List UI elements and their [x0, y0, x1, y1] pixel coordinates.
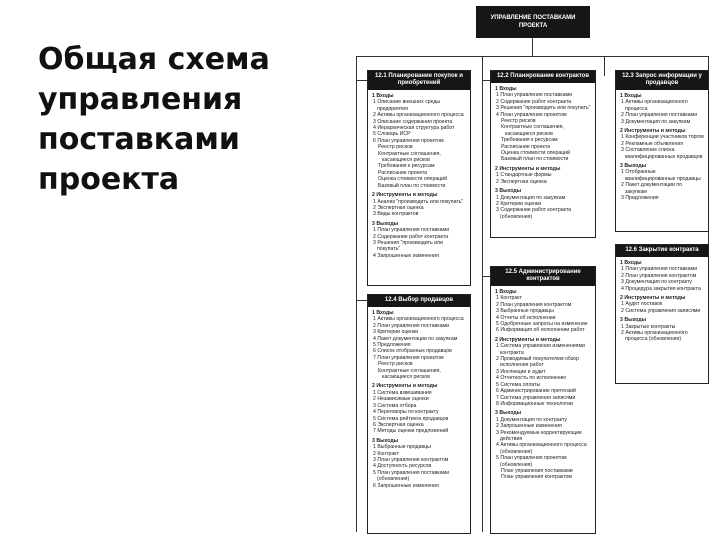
section-item: 6 Экспертная оценка: [373, 421, 424, 428]
section-title: 1 Входы: [620, 93, 642, 99]
section-item: 2 План управления поставками: [373, 322, 449, 329]
section-item: 2 Содержание работ контракта: [496, 98, 572, 105]
process-section: [495, 289, 591, 334]
section-item: Требования к ресурсам: [501, 137, 558, 144]
connector-line: [482, 276, 490, 277]
connector-line: [532, 38, 533, 56]
section-item: Расписание проекта: [501, 143, 551, 150]
connector-line: [356, 56, 708, 57]
section-item: 1 Отобранные квалифицированные продавцы: [621, 169, 701, 182]
section-item: 2 Экспертная оценка: [496, 178, 547, 185]
process-body: [368, 90, 470, 265]
section-item: 3 Решения "производить или покупать": [496, 105, 591, 112]
section-item: 5 Предложения: [373, 342, 411, 349]
section-item: 4 Запрошенные изменения: [373, 252, 439, 259]
connector-line: [482, 56, 483, 532]
section-item: 4 Отчеты об исполнении: [496, 314, 556, 321]
process-body: [491, 286, 595, 487]
process-section: [372, 192, 466, 218]
section-item: 2 Содержание работ контракта: [373, 233, 449, 240]
section-item: Расписание проекта: [378, 169, 428, 176]
process-box-12-3: [615, 70, 709, 232]
section-title: 2 Инструменты и методы: [620, 128, 686, 135]
section-item: 4 Активы организационного процесса (обновления): [496, 442, 587, 455]
section-item: 4 План управления проектом: [496, 111, 567, 118]
process-section: [620, 295, 704, 314]
section-title: 3 Выходы: [495, 188, 522, 195]
section-item: 1 Контракт: [496, 295, 522, 302]
slide-title-line: управления: [38, 82, 243, 117]
connector-line: [482, 80, 490, 81]
process-section: [372, 383, 466, 434]
section-item: 2 Контракт: [373, 450, 399, 457]
section-item: 5 Словарь ИСР: [373, 131, 411, 138]
section-item: 1 Активы организационного процесса: [373, 316, 464, 323]
section-item: 6 Информация об исполнении работ: [496, 327, 585, 334]
section-item: 2 План управления контрактом: [621, 272, 697, 279]
section-item: 1 Выбранные продавцы: [373, 444, 431, 451]
section-item: 1 Анализ "производить или покупать": [373, 198, 464, 205]
section-item: Оценка стоимости операций: [501, 150, 570, 157]
section-item: 8 Информационные технологии: [496, 400, 573, 407]
section-item: 3 План управления контрактом: [373, 456, 449, 463]
section-item: 2 Запрошенные изменения: [496, 423, 562, 430]
section-title: 2 Инструменты и методы: [372, 383, 438, 390]
section-item: 2 Активы организационного процесса: [373, 112, 464, 119]
section-item: 5 Система оплаты: [496, 381, 541, 388]
root-label: УПРАВЛЕНИЕ ПОСТАВКАМИ ПРОЕКТА: [490, 15, 576, 29]
process-section: [620, 93, 704, 125]
section-item: Контрактные соглашения, касающиеся рисков: [501, 124, 564, 137]
section-item: 1 Закрытые контракты: [621, 323, 676, 330]
section-item: 5 План управления поставками (обновления): [373, 469, 449, 483]
section-item: Базовый план по стоимости: [501, 156, 569, 163]
section-item: 2 Активы организационного процесса (обновления): [621, 330, 688, 343]
section-item: 3 Рекомендуемые корректирующие действия: [496, 429, 582, 442]
process-section: [620, 317, 704, 343]
section-item: 5 План управления проектом (обновления): [496, 455, 567, 468]
process-box-12-1: [367, 70, 471, 286]
section-item: 4 Отчетность по исполнению: [496, 375, 567, 382]
process-section: [620, 260, 704, 292]
process-title: 12.1 Планирование покупок и приобретений: [368, 71, 470, 90]
section-item: 3 Документация по закупкам: [621, 118, 691, 125]
section-title: 1 Входы: [372, 310, 394, 316]
section-title: 1 Входы: [495, 289, 517, 295]
process-section: [495, 188, 591, 220]
section-item: 4 Переговоры по контракту: [373, 409, 439, 416]
section-item: 3 Документация по контракту: [621, 279, 692, 286]
process-title: 12.6 Закрытие контракта: [616, 245, 708, 257]
section-item: Контрактные соглашения, касающиеся рисков: [378, 367, 441, 381]
process-title: 12.2 Планирование контрактов: [491, 71, 595, 83]
section-item: 1 Документация по закупкам: [496, 194, 566, 201]
process-box-12-4: [367, 294, 471, 534]
section-item: 3 Составление списка квалифицированных продавцов: [621, 147, 703, 160]
section-item: 2 Проводимый покупателем обзор исполнения работ: [496, 356, 579, 369]
section-item: 2 Экспертная оценка: [373, 204, 424, 211]
section-title: 3 Выходы: [372, 437, 399, 444]
process-body: [491, 83, 595, 226]
process-body: [616, 90, 708, 208]
section-item: План управления поставками: [501, 467, 573, 474]
process-section: [372, 221, 466, 259]
slide-title-line: проекта: [38, 162, 180, 197]
process-body: [616, 257, 708, 349]
section-item: 1 Документация по контракту: [496, 416, 567, 423]
section-title: 3 Выходы: [620, 317, 647, 324]
section-item: 7 Методы оценки предложений: [373, 428, 449, 435]
section-item: 3 Описание содержания проекта: [373, 118, 453, 125]
section-item: 3 Решения "производить или покупать": [373, 239, 443, 253]
section-title: 2 Инструменты и методы: [495, 165, 561, 172]
section-title: 1 Входы: [372, 93, 394, 99]
section-item: 6 Список отобранных продавцов: [373, 348, 452, 355]
section-item: Реестр рисков: [501, 118, 536, 125]
section-item: 4 Процедура закрытия контракта: [621, 285, 701, 292]
section-item: 4 Доступность ресурсов: [373, 463, 432, 470]
section-item: 1 Стандартные формы: [496, 172, 552, 179]
section-item: 2 План управления поставками: [621, 112, 697, 119]
process-body: [368, 307, 470, 495]
root-node: [476, 6, 590, 38]
section-item: 2 Рекламные объявления: [621, 140, 684, 147]
section-item: Оценка стоимости операций: [378, 176, 447, 183]
slide-title-line: поставками: [38, 122, 240, 157]
section-item: 3 Предложения: [621, 195, 659, 202]
section-item: План управления контрактом: [501, 474, 573, 481]
section-item: 3 Система отбора: [373, 402, 417, 409]
section-item: Требования к ресурсам: [378, 163, 435, 170]
section-item: 6 Запрошенные изменения: [373, 482, 439, 489]
process-box-12-2: [490, 70, 596, 238]
section-item: Реестр рисков: [378, 361, 413, 368]
process-title: 12.4 Выбор продавцов: [368, 295, 470, 307]
process-section: [372, 93, 466, 189]
section-item: 4 Пакет документации по закупкам: [373, 335, 458, 342]
section-item: 6 План управления проектом: [373, 137, 444, 144]
section-title: 1 Входы: [495, 86, 517, 92]
process-section: [495, 86, 591, 163]
section-item: 6 Администрирование претензий: [496, 388, 576, 395]
section-item: 3 Выбранные продавцы: [496, 308, 554, 315]
section-title: 3 Выходы: [620, 163, 647, 170]
section-item: 5 Система рейтинга продавцов: [373, 415, 449, 422]
section-item: 7 Система управления записями: [496, 394, 576, 401]
section-item: 1 План управления поставками: [496, 92, 572, 99]
section-item: 2 Независимые оценки: [373, 396, 429, 403]
section-item: 3 Содержание работ контракта (обновления): [496, 207, 572, 220]
section-item: 1 Система управления изменениями контракта: [496, 343, 585, 356]
section-item: 1 Конференции участников торгов: [621, 134, 704, 141]
process-section: [495, 337, 591, 407]
section-item: 1 Система взвешивания: [373, 389, 432, 396]
section-item: 7 План управления проектом: [373, 354, 444, 361]
process-section: [372, 310, 466, 380]
process-title: 12.3 Запрос информации у продавцов: [616, 71, 708, 90]
section-title: 2 Инструменты и методы: [372, 192, 438, 199]
section-item: 5 Одобренные запросы на изменение: [496, 321, 588, 328]
section-title: 3 Выходы: [372, 220, 399, 227]
section-item: 3 Виды контрактов: [373, 211, 419, 218]
section-title: 3 Выходы: [495, 410, 522, 417]
section-item: 3 Инспекции и аудит: [496, 368, 546, 375]
section-item: 2 Пакет документации по закупкам: [621, 182, 682, 195]
slide-title-line: Общая схема: [38, 42, 270, 77]
section-item: 1 План управления поставками: [373, 227, 449, 234]
connector-line: [604, 56, 605, 76]
section-item: 1 Аудит поставок: [621, 301, 663, 308]
section-item: 1 Описание внешних среды предприятия: [373, 99, 441, 112]
section-item: Реестр рисков: [378, 144, 413, 151]
section-item: 1 Активы организационного процесса: [621, 99, 688, 112]
section-item: 2 Критерии оценки: [496, 200, 542, 207]
process-section: [372, 438, 466, 489]
section-title: 2 Инструменты и методы: [620, 295, 686, 302]
section-item: Базовый план по стоимости: [378, 182, 446, 189]
process-title: 12.5 Администрирование контрактов: [491, 267, 595, 286]
section-title: 2 Инструменты и методы: [495, 336, 561, 343]
process-box-12-6: [615, 244, 709, 384]
section-item: Контрактные соглашения, касающиеся рисков: [378, 150, 441, 164]
process-section: [620, 163, 704, 201]
section-title: 1 Входы: [620, 260, 642, 266]
section-item: 2 Система управления записями: [621, 307, 701, 314]
process-section: [495, 166, 591, 185]
process-box-12-5: [490, 266, 596, 534]
process-section: [495, 410, 591, 480]
process-section: [620, 128, 704, 160]
section-item: 1 План управления поставками: [621, 266, 697, 273]
connector-line: [356, 56, 357, 532]
section-item: 2 План управления контрактом: [496, 301, 572, 308]
section-item: 3 Критерии оценки: [373, 329, 419, 336]
section-item: 4 Иерархическая структура работ: [373, 125, 455, 132]
